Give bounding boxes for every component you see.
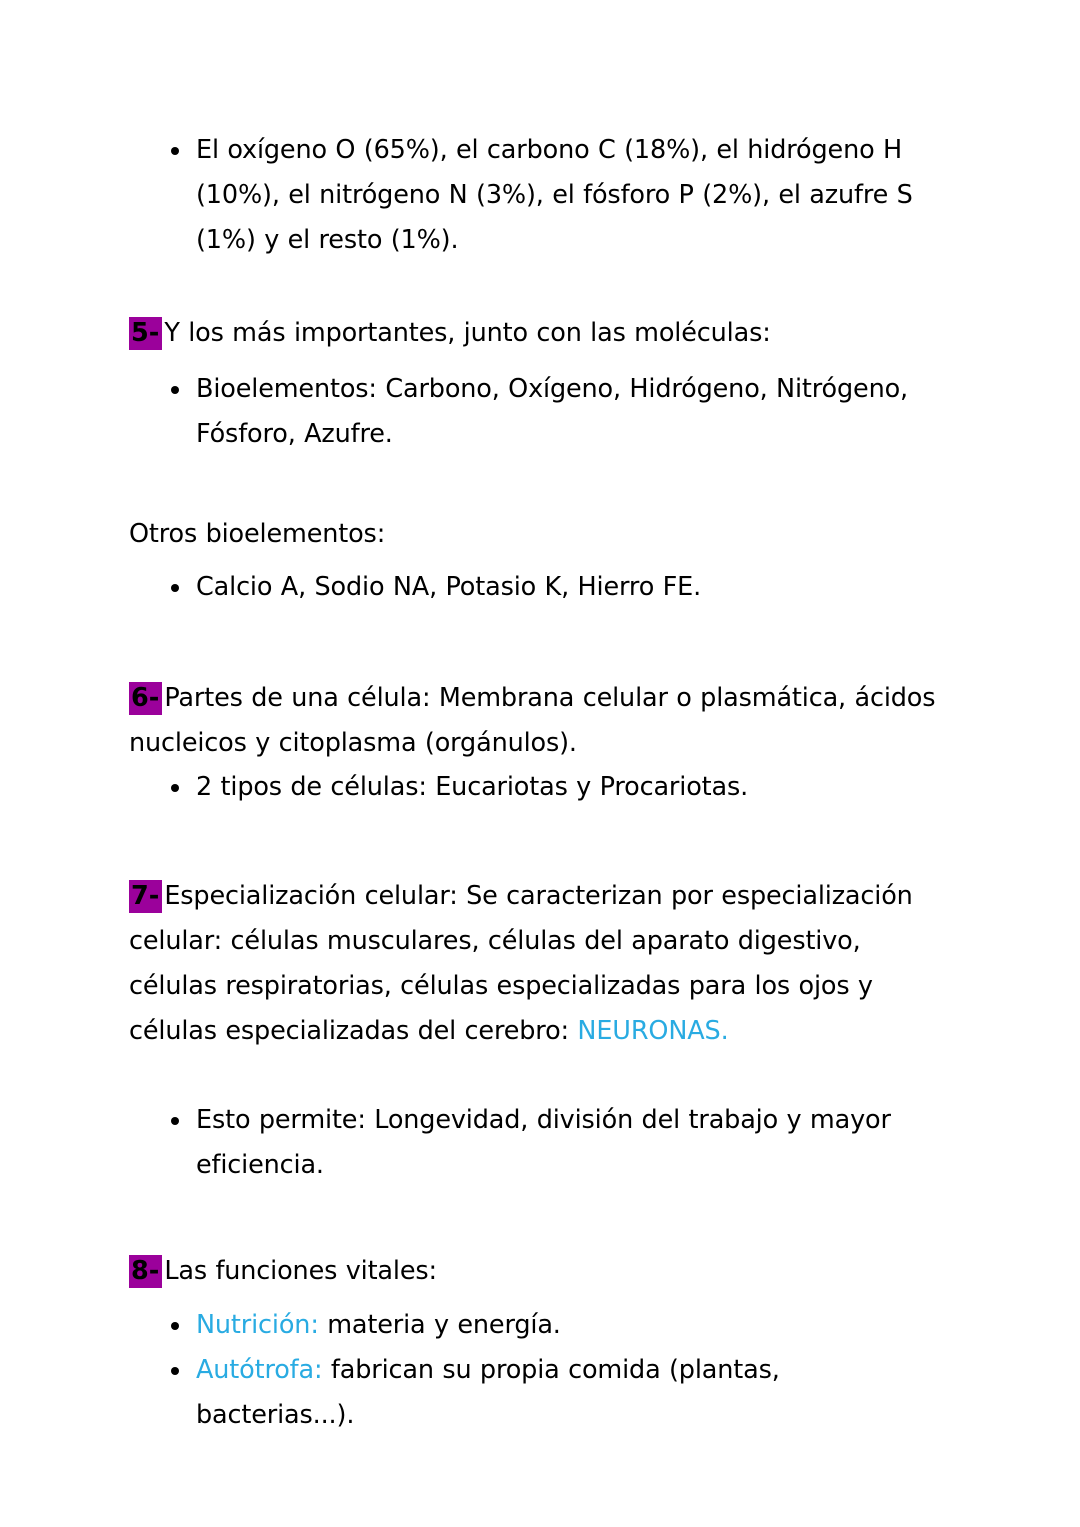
section-6-list (168, 765, 943, 810)
bullet-list (168, 1303, 943, 1438)
list-item: Esto permite: Longevidad, división del trabajo y mayor eficiencia. (168, 1098, 943, 1188)
list-item: El oxígeno O (65%), el carbono C (18%), el hidrógeno H (10%), el nitrógeno N (3%), el fósforo P (2%), el azufre S (1%) y el resto (1%). (168, 128, 943, 263)
section-6-heading (129, 676, 944, 766)
otros-bioelementos-heading: Otros bioelementos: (129, 519, 386, 549)
list-item-autotrofa (168, 1348, 943, 1438)
bullet-list (168, 1098, 943, 1188)
section-7-heading-text: Especialización celular: Se caracterizan por especialización celular: células musculares, células del aparato digestivo, células respiratorias, células especializadas para los ojos y células especializadas del cerebro: (129, 881, 913, 1046)
list-item: 2 tipos de células: Eucariotas y Procariotas. (168, 765, 943, 810)
composition-list (168, 128, 943, 263)
bullet-list (168, 565, 943, 610)
bullet-list (168, 367, 943, 457)
section-6-number: 6- (129, 682, 162, 715)
section-7-list (168, 1098, 943, 1188)
section-8-heading (129, 1249, 944, 1294)
bullet-list (168, 128, 943, 263)
section-6-heading-text: Partes de una célula: Membrana celular o plasmática, ácidos nucleicos y citoplasma (orgánulos). (129, 683, 936, 758)
list-item-nutricion (168, 1303, 943, 1348)
section-5-heading (129, 311, 944, 356)
term-nutricion: Nutrición: (196, 1310, 319, 1340)
section-5-list (168, 367, 943, 457)
list-item: Bioelementos: Carbono, Oxígeno, Hidrógeno, Nitrógeno, Fósforo, Azufre. (168, 367, 943, 457)
section-5-number: 5- (129, 317, 162, 350)
term-autotrofa-rest: fabrican su propia comida (plantas, bacterias...). (196, 1355, 780, 1430)
otros-bioelementos-list (168, 565, 943, 610)
bullet-list (168, 765, 943, 810)
section-7-neuronas-accent: NEURONAS. (577, 1016, 729, 1046)
section-8-heading-text: Las funciones vitales: (164, 1256, 437, 1286)
section-7-heading (129, 874, 944, 1054)
term-autotrofa: Autótrofa: (196, 1355, 323, 1385)
list-item: Calcio A, Sodio NA, Potasio K, Hierro FE. (168, 565, 943, 610)
section-8-list (168, 1303, 943, 1438)
section-8-number: 8- (129, 1255, 162, 1288)
term-nutricion-rest: materia y energía. (318, 1310, 561, 1340)
section-7-number: 7- (129, 880, 162, 913)
section-5-heading-text: Y los más importantes, junto con las moléculas: (164, 318, 771, 348)
